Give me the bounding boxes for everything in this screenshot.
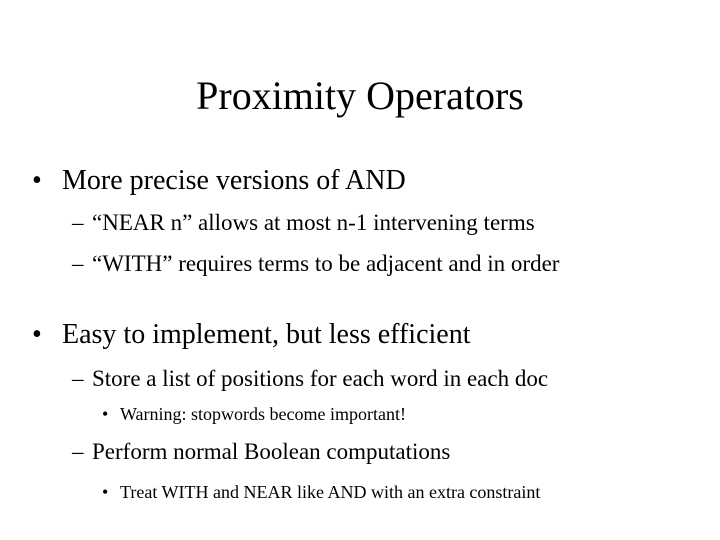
sub-bullet-text: Perform normal Boolean computations (92, 439, 451, 464)
sub-bullet-text: “NEAR n” allows at most n-1 intervening terms (92, 210, 535, 235)
bullet-marker: • (102, 482, 109, 502)
sub-bullet-text: “WITH” requires terms to be adjacent and in order (92, 251, 560, 276)
sub-bullet-item (72, 365, 548, 393)
bullet-item (32, 318, 471, 352)
dash-marker: – (72, 210, 84, 235)
sub-sub-bullet-text: Warning: stopwords become important! (120, 404, 406, 424)
bullet-text: Easy to implement, but less efficient (62, 319, 471, 350)
bullet-marker: • (32, 319, 42, 350)
dash-marker: – (72, 366, 84, 391)
bullet-marker: • (32, 165, 42, 196)
bullet-marker: • (102, 404, 109, 424)
dash-marker: – (72, 251, 84, 276)
dash-marker: – (72, 439, 84, 464)
bullet-text: More precise versions of AND (62, 165, 406, 196)
sub-bullet-item (72, 438, 450, 466)
sub-bullet-item (72, 209, 535, 237)
slide-title: Proximity Operators (196, 73, 524, 118)
sub-sub-bullet-item (102, 403, 406, 425)
sub-bullet-item (72, 250, 559, 278)
sub-bullet-text: Store a list of positions for each word in each doc (92, 366, 549, 391)
sub-sub-bullet-item (102, 481, 540, 503)
sub-sub-bullet-text: Treat WITH and NEAR like AND with an extra constraint (120, 482, 541, 502)
bullet-item (32, 164, 406, 198)
